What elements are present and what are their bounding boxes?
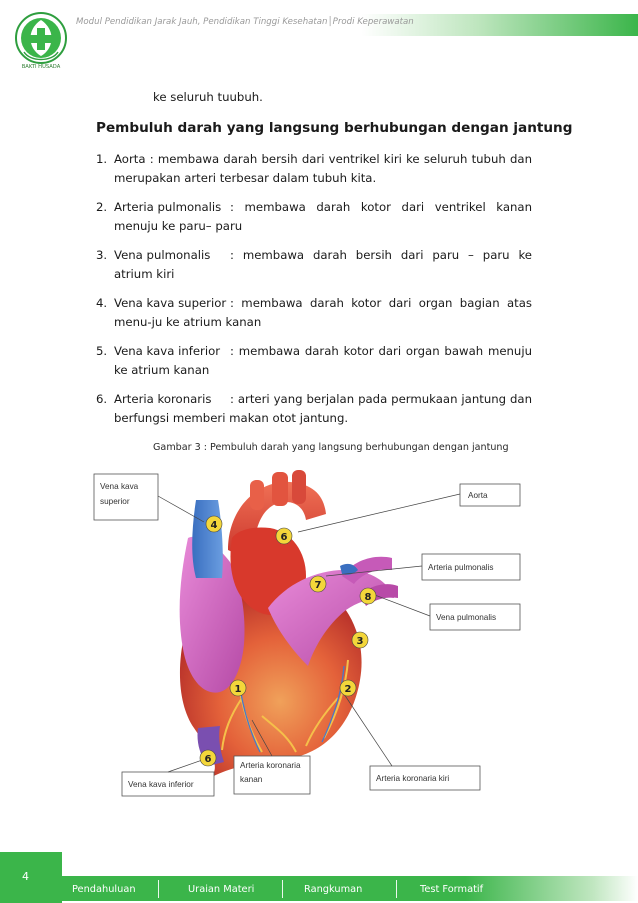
list-item-description: : membawa darah kotor dari organ bagian atas menu-ju ke atrium kanan bbox=[114, 296, 532, 329]
svg-text:1: 1 bbox=[234, 684, 242, 695]
heart-diagram bbox=[92, 466, 532, 808]
marker-6-aorta bbox=[276, 528, 292, 544]
svg-text:4: 4 bbox=[210, 520, 218, 531]
list-item-number: 2. bbox=[96, 200, 108, 214]
nav-rangkuman[interactable]: Rangkuman bbox=[304, 884, 363, 895]
list-item-term: Arteria koronaris bbox=[114, 392, 212, 406]
label-arteria-pulmonalis: Arteria pulmonalis bbox=[428, 563, 494, 572]
svg-text:6: 6 bbox=[204, 754, 212, 765]
marker-6-inferior bbox=[200, 750, 216, 766]
marker-3 bbox=[352, 632, 368, 648]
svg-text:8: 8 bbox=[364, 592, 372, 603]
bakti-husada-logo bbox=[14, 8, 68, 74]
nav-divider bbox=[396, 880, 397, 898]
list-item bbox=[96, 198, 532, 236]
page-number-box bbox=[0, 852, 62, 903]
svg-text:2: 2 bbox=[344, 684, 352, 695]
list-item-description: : membawa darah kotor dari organ bawah menuju ke atrium kanan bbox=[114, 344, 532, 377]
marker-1 bbox=[230, 680, 246, 696]
list-item-number: 6. bbox=[96, 392, 108, 406]
list-item-number: 4. bbox=[96, 296, 108, 310]
nav-divider bbox=[158, 880, 159, 898]
list-item-number: 5. bbox=[96, 344, 108, 358]
nav-pendahuluan[interactable]: Pendahuluan bbox=[72, 884, 136, 895]
marker-4 bbox=[206, 516, 222, 532]
list-item bbox=[96, 246, 532, 284]
list-item-term: Vena kava inferior bbox=[114, 344, 221, 358]
label-vena-pulmonalis: Vena pulmonalis bbox=[436, 613, 497, 622]
svg-text:3: 3 bbox=[356, 636, 364, 647]
list-item bbox=[96, 390, 532, 428]
label-vena-kava-superior-line1: Vena kava bbox=[100, 482, 139, 491]
marker-7 bbox=[310, 576, 326, 592]
label-arteria-koronaria-kanan-line1: Arteria koronaria bbox=[240, 761, 301, 770]
svg-text:BAKTI HUSADA: BAKTI HUSADA bbox=[21, 64, 61, 70]
list-item-description: : membawa darah bersih dari ventrikel kiri ke seluruh tubuh dan merupakan arteri terbesar dalam tubuh kita. bbox=[114, 152, 532, 185]
svg-text:6: 6 bbox=[280, 532, 288, 543]
nav-divider bbox=[282, 880, 283, 898]
page-number: 4 bbox=[22, 870, 29, 883]
list-item-description: : arteri yang berjalan pada permukaan jantung dan berfungsi memberi makan otot jantung. bbox=[114, 392, 532, 425]
list-item-term: Vena kava superior bbox=[114, 296, 227, 310]
section-heading: Pembuluh darah yang langsung berhubungan dengan jantung bbox=[96, 120, 573, 136]
list-item-term: Vena pulmonalis bbox=[114, 248, 211, 262]
list-item-description: : membawa darah bersih dari paru – paru ke atrium kiri bbox=[114, 248, 532, 281]
label-aorta: Aorta bbox=[468, 491, 488, 500]
list-item-term: Aorta bbox=[114, 152, 146, 166]
list-item bbox=[96, 150, 532, 188]
label-arteria-koronaria-kiri: Arteria koronaria kiri bbox=[376, 774, 450, 783]
list-item-number: 1. bbox=[96, 152, 108, 166]
label-vena-kava-superior-line2: superior bbox=[100, 497, 130, 506]
svg-text:7: 7 bbox=[314, 580, 322, 591]
nav-uraian-materi[interactable]: Uraian Materi bbox=[188, 884, 255, 895]
list-item-number: 3. bbox=[96, 248, 108, 262]
marker-2 bbox=[340, 680, 356, 696]
marker-8 bbox=[360, 588, 376, 604]
intro-text: ke seluruh tuubuh. bbox=[153, 90, 263, 104]
list-item-term: Arteria pulmonalis bbox=[114, 200, 222, 214]
list-item-description: : membawa darah kotor dari ventrikel kanan menuju ke paru– paru bbox=[114, 200, 532, 233]
vessel-list bbox=[96, 150, 532, 438]
list-item bbox=[96, 342, 532, 380]
label-vena-kava-inferior: Vena kava inferior bbox=[128, 780, 194, 789]
figure-caption: Gambar 3 : Pembuluh darah yang langsung berhubungan dengan jantung bbox=[153, 442, 509, 453]
header-title: Modul Pendidikan Jarak Jauh, Pendidikan Tinggi Kesehatan│Prodi Keperawatan bbox=[76, 17, 414, 27]
label-arteria-koronaria-kanan-line2: kanan bbox=[240, 775, 263, 784]
nav-test-formatif[interactable]: Test Formatif bbox=[420, 884, 484, 895]
list-item bbox=[96, 294, 532, 332]
